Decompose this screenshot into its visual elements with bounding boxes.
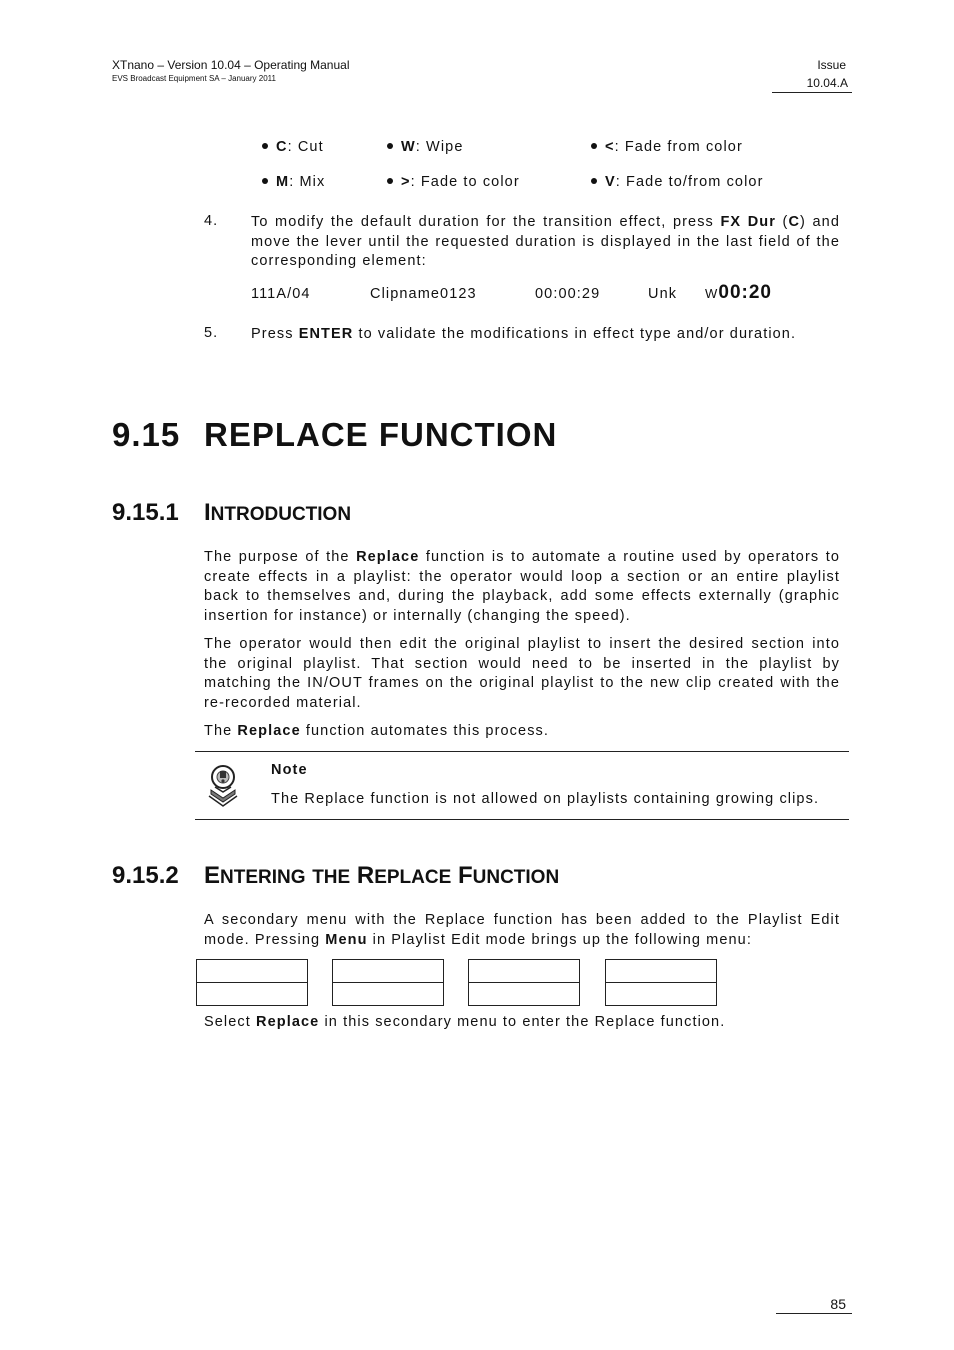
note-title: Note bbox=[271, 762, 308, 778]
issue-value: 10.04.A bbox=[806, 76, 848, 90]
bullet-dot bbox=[591, 143, 597, 149]
clip-status: Unk bbox=[648, 286, 678, 302]
menu-key-3-top bbox=[469, 960, 579, 983]
doc-title: XTnano – Version 10.04 – Operating Manual bbox=[112, 58, 350, 72]
intro-paragraph-2: The operator would then edit the original playlist to insert the desired section into the original playlist. That section would need to be inserted in the playlist by matching the IN/OUT frames on the original playlist to the new clip created with the re-recorded material. bbox=[204, 636, 840, 711]
menu-key-1 bbox=[196, 959, 308, 1006]
page-number: 85 bbox=[830, 1296, 846, 1312]
menu-key-1-top bbox=[197, 960, 307, 983]
bullet-dot bbox=[591, 178, 597, 184]
menu-key-4-bottom bbox=[606, 983, 716, 1006]
intro-paragraph-3: The Replace function automates this process. bbox=[204, 723, 550, 739]
clip-name: Clipname0123 bbox=[370, 286, 477, 302]
step-4-text: To modify the default duration for the transition effect, press FX Dur (C) and move the lever until the requested duration is displayed in the last field of the corresponding element: bbox=[251, 214, 841, 269]
menu-key-2-bottom bbox=[333, 983, 443, 1006]
subsection-heading-introduction: 9.15.1 INTRODUCTION bbox=[112, 499, 352, 526]
menu-key-3 bbox=[468, 959, 580, 1006]
issue-label: Issue bbox=[817, 58, 846, 72]
bullet-fade-to-color: >: Fade to color bbox=[387, 174, 520, 190]
step-4-number: 4. bbox=[204, 213, 219, 229]
bullet-fade-to-from-color: V: Fade to/from color bbox=[591, 174, 764, 190]
footer-rule bbox=[776, 1313, 852, 1314]
bullet-mix: M: Mix bbox=[262, 174, 325, 190]
menu-key-2 bbox=[332, 959, 444, 1006]
menu-key-4-top bbox=[606, 960, 716, 983]
clip-timecode: 00:00:29 bbox=[535, 286, 601, 302]
bullet-wipe: W: Wipe bbox=[387, 139, 464, 155]
menu-key-3-bottom bbox=[469, 983, 579, 1006]
doc-company: EVS Broadcast Equipment SA – January 2011 bbox=[112, 74, 276, 83]
menu-key-4 bbox=[605, 959, 717, 1006]
note-icon bbox=[203, 764, 243, 808]
note-top-rule bbox=[195, 751, 849, 752]
entering-paragraph-2: Select Replace in this secondary menu to enter the Replace function. bbox=[204, 1014, 726, 1030]
section-heading: 9.15 REPLACE FUNCTION bbox=[112, 416, 558, 453]
bullet-fade-from-color: <: Fade from color bbox=[591, 139, 743, 155]
bullet-dot bbox=[262, 178, 268, 184]
clip-effect-duration: W00:20 bbox=[705, 282, 772, 303]
bullet-dot bbox=[387, 178, 393, 184]
menu-key-1-bottom bbox=[197, 983, 307, 1006]
subsection-heading-entering-replace: 9.15.2 ENTERING THE REPLACE FUNCTION bbox=[112, 862, 560, 889]
entering-paragraph-1: A secondary menu with the Replace function has been added to the Playlist Edit mode. Pressing Menu in Playlist Edit mode brings up the following menu: bbox=[204, 912, 840, 948]
bullet-dot bbox=[262, 143, 268, 149]
intro-paragraph-1: The purpose of the Replace function is to automate a routine used by operators to create effects in a playlist: the operator would loop a section or an entire playlist back to themselves and, during the playback, add some effects externally (graphic insertion for instance) or internally (changing the speed). bbox=[204, 549, 840, 624]
menu-key-2-top bbox=[333, 960, 443, 983]
note-text: The Replace function is not allowed on playlists containing growing clips. bbox=[271, 791, 820, 807]
bullet-cut: C: Cut bbox=[262, 139, 324, 155]
step-5-text: Press ENTER to validate the modifications in effect type and/or duration. bbox=[251, 326, 797, 342]
step-5-number: 5. bbox=[204, 325, 219, 341]
bullet-dot bbox=[387, 143, 393, 149]
note-bottom-rule bbox=[195, 819, 849, 820]
clip-id: 111A/04 bbox=[251, 286, 311, 302]
header-rule bbox=[772, 92, 852, 93]
